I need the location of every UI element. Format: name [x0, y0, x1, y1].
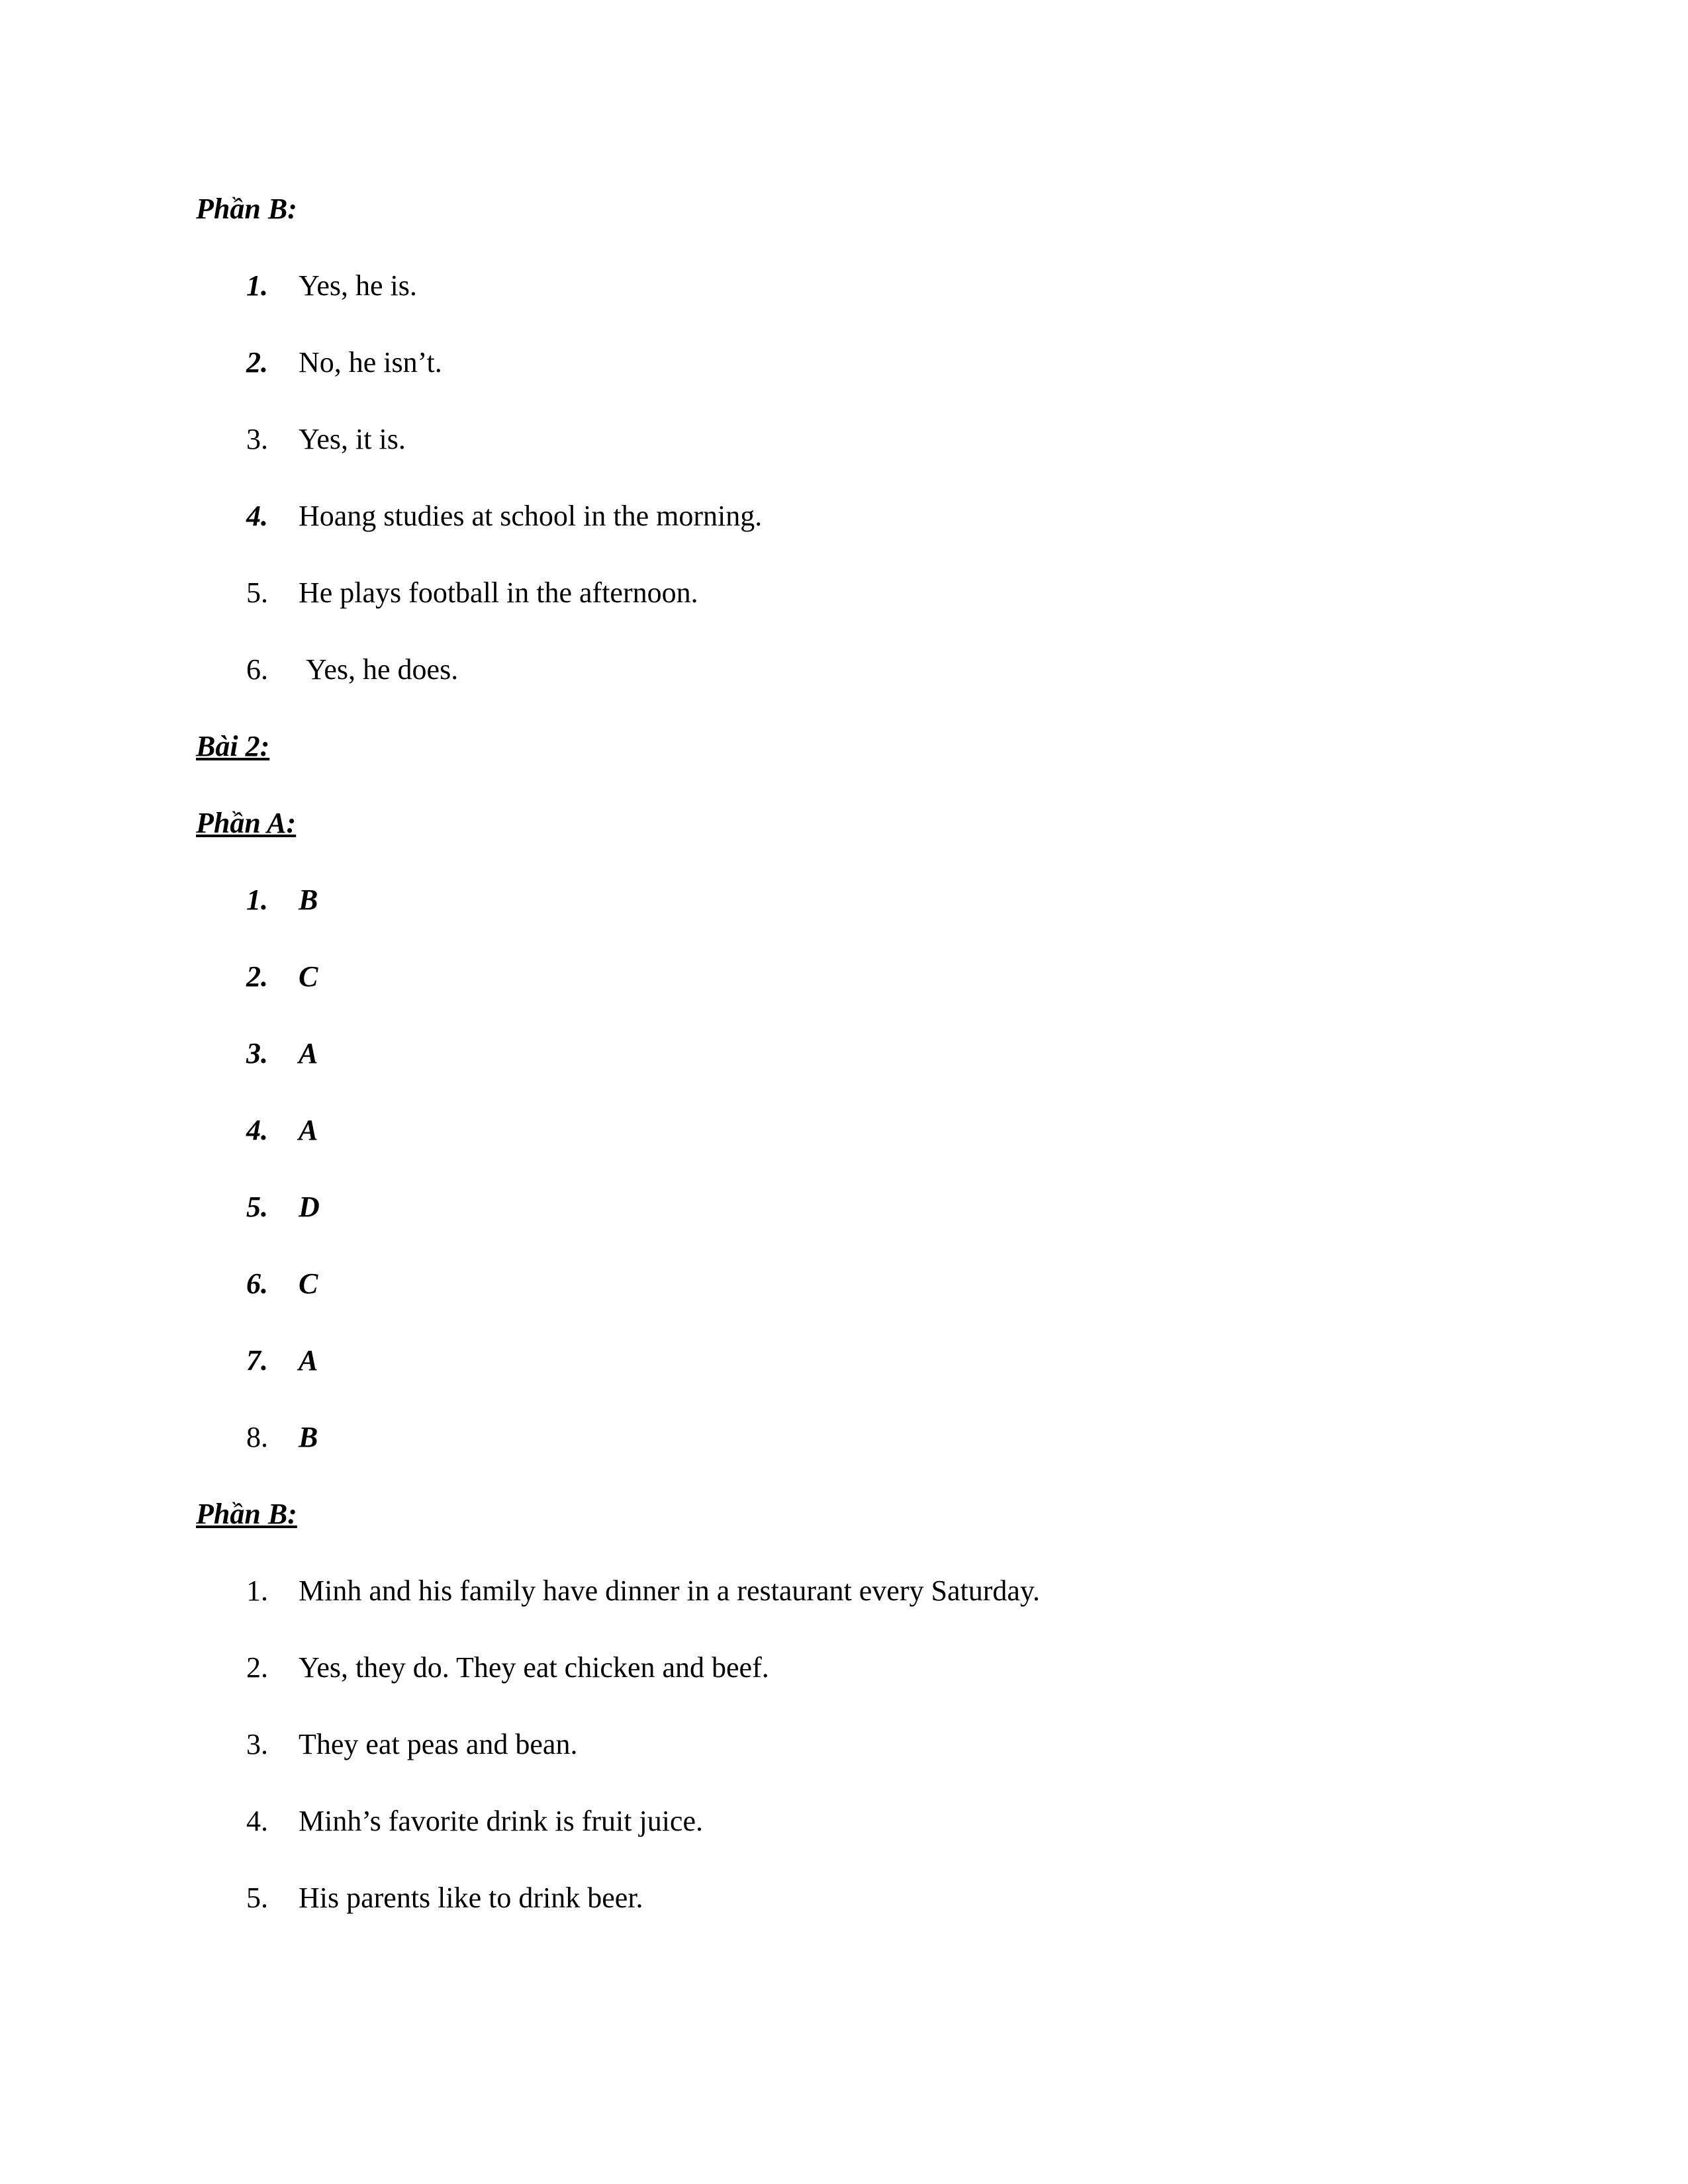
list-item [196, 1322, 1542, 1399]
list-item [196, 1629, 1542, 1706]
list-item-text: Yes, he does. [299, 653, 459, 686]
list-item-number: 5. [246, 1882, 268, 1914]
list-item-text: His parents like to drink beer. [299, 1882, 643, 1914]
list-item [196, 1783, 1542, 1860]
section-heading-bai-2: Bài 2: [196, 730, 270, 762]
list-item-number: 6. [246, 653, 268, 686]
list-item-number: 2. [246, 1651, 268, 1684]
list-item-number: 6. [246, 1267, 268, 1300]
list-item-number: 3. [246, 1728, 268, 1760]
list-item-text: A [299, 1344, 318, 1377]
list-item-number: 2. [246, 960, 268, 993]
list-item [196, 248, 1542, 324]
list-item-text: D [299, 1191, 320, 1223]
list-item-number: 3. [246, 1037, 268, 1069]
list-item [196, 401, 1542, 478]
list-item [196, 938, 1542, 1015]
list-item [196, 1015, 1542, 1092]
list-item-text: A [299, 1037, 318, 1069]
list-item [196, 478, 1542, 555]
list-item [196, 1706, 1542, 1783]
list-item-text: Yes, they do. They eat chicken and beef. [299, 1651, 769, 1684]
list-item [196, 1399, 1542, 1476]
list-item-text: Minh and his family have dinner in a restaurant every Saturday. [299, 1574, 1041, 1607]
list-item-text: He plays football in the afternoon. [299, 576, 698, 609]
list-item-number: 1. [246, 884, 268, 916]
list-item [196, 555, 1542, 631]
list-item-text: C [299, 960, 318, 993]
list-item-text: B [299, 1421, 318, 1453]
list-item [196, 862, 1542, 938]
list-item-number: 1. [246, 1574, 268, 1607]
list-item-text: Yes, he is. [299, 269, 417, 302]
list-item-text: C [299, 1267, 318, 1300]
list-item-number: 3. [246, 423, 268, 455]
list-item [196, 1246, 1542, 1322]
list-item [196, 1169, 1542, 1246]
list-item-number: 5. [246, 1191, 268, 1223]
list-item-text: Minh’s favorite drink is fruit juice. [299, 1805, 703, 1837]
list-item-number: 4. [246, 1805, 268, 1837]
list-item [196, 1092, 1542, 1169]
list-item-number: 1. [246, 269, 268, 302]
list-item-number: 8. [246, 1421, 268, 1453]
section-heading-phan-b-1: Phần B: [196, 193, 297, 225]
list-item-text: Yes, it is. [299, 423, 406, 455]
list-item [196, 1860, 1542, 1936]
section-heading-phan-b-2: Phần B: [196, 1498, 297, 1530]
section-heading-phan-a: Phần A: [196, 807, 297, 839]
list-item-text: They eat peas and bean. [299, 1728, 578, 1760]
list-item-text: A [299, 1114, 318, 1146]
list-item-number: 5. [246, 576, 268, 609]
list-item-number: 4. [246, 1114, 268, 1146]
list-item [196, 631, 1542, 708]
list-item [196, 324, 1542, 401]
list-item-text: B [299, 884, 318, 916]
list-item-text: Hoang studies at school in the morning. [299, 500, 763, 532]
list-item-number: 2. [246, 346, 268, 379]
list-item [196, 1553, 1542, 1629]
list-item-number: 7. [246, 1344, 268, 1377]
list-item-number: 4. [246, 500, 268, 532]
list-item-text: No, he isn’t. [299, 346, 442, 379]
